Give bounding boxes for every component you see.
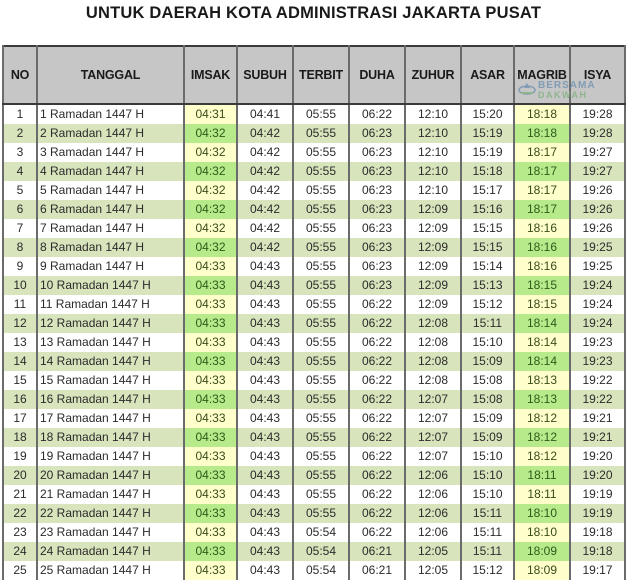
cell-terbit: 05:55 — [293, 390, 349, 409]
cell-magrib: 18:11 — [514, 485, 570, 504]
cell-zuhur: 12:10 — [405, 181, 461, 200]
cell-tanggal: 9 Ramadan 1447 H — [37, 257, 184, 276]
cell-tanggal: 17 Ramadan 1447 H — [37, 409, 184, 428]
cell-zuhur: 12:10 — [405, 124, 461, 143]
cell-asar: 15:10 — [461, 447, 514, 466]
cell-subuh: 04:42 — [237, 143, 293, 162]
cell-isya: 19:27 — [570, 143, 625, 162]
cell-duha: 06:22 — [349, 352, 405, 371]
column-header-tanggal: TANGGAL — [37, 46, 184, 104]
cell-terbit: 05:55 — [293, 428, 349, 447]
table-row — [3, 371, 625, 390]
cell-no: 10 — [3, 276, 37, 295]
cell-imsak: 04:33 — [184, 314, 237, 333]
table-row — [3, 257, 625, 276]
cell-zuhur: 12:06 — [405, 485, 461, 504]
cell-subuh: 04:43 — [237, 409, 293, 428]
table-row — [3, 466, 625, 485]
table-row — [3, 219, 625, 238]
cell-isya: 19:19 — [570, 485, 625, 504]
cell-no: 19 — [3, 447, 37, 466]
cell-imsak: 04:33 — [184, 409, 237, 428]
cell-asar: 15:10 — [461, 466, 514, 485]
cell-asar: 15:12 — [461, 295, 514, 314]
cell-magrib: 18:16 — [514, 219, 570, 238]
cell-isya: 19:18 — [570, 523, 625, 542]
cell-asar: 15:09 — [461, 409, 514, 428]
cell-terbit: 05:55 — [293, 504, 349, 523]
cell-tanggal: 24 Ramadan 1447 H — [37, 542, 184, 561]
cell-magrib: 18:14 — [514, 352, 570, 371]
watermark-text-line2: DAKWAH — [538, 90, 588, 100]
table-row — [3, 314, 625, 333]
cell-zuhur: 12:05 — [405, 542, 461, 561]
cell-imsak: 04:33 — [184, 390, 237, 409]
cell-zuhur: 12:09 — [405, 295, 461, 314]
cell-subuh: 04:43 — [237, 276, 293, 295]
cell-terbit: 05:55 — [293, 162, 349, 181]
cell-magrib: 18:17 — [514, 143, 570, 162]
cell-imsak: 04:32 — [184, 238, 237, 257]
cell-asar: 15:09 — [461, 428, 514, 447]
cell-isya: 19:19 — [570, 504, 625, 523]
cell-no: 9 — [3, 257, 37, 276]
cell-imsak: 04:32 — [184, 219, 237, 238]
cell-zuhur: 12:08 — [405, 314, 461, 333]
table-row — [3, 542, 625, 561]
cell-imsak: 04:33 — [184, 447, 237, 466]
cell-terbit: 05:55 — [293, 314, 349, 333]
cell-no: 16 — [3, 390, 37, 409]
cell-magrib: 18:09 — [514, 542, 570, 561]
cell-no: 5 — [3, 181, 37, 200]
cell-isya: 19:21 — [570, 409, 625, 428]
cell-no: 24 — [3, 542, 37, 561]
cell-imsak: 04:32 — [184, 200, 237, 219]
cell-subuh: 04:42 — [237, 124, 293, 143]
cell-isya: 19:24 — [570, 276, 625, 295]
column-header-asar: ASAR — [461, 46, 514, 104]
table-row — [3, 485, 625, 504]
cell-magrib: 18:15 — [514, 276, 570, 295]
cell-tanggal: 19 Ramadan 1447 H — [37, 447, 184, 466]
page-title: UNTUK DAERAH KOTA ADMINISTRASI JAKARTA PUSAT — [85, 4, 542, 22]
cell-tanggal: 13 Ramadan 1447 H — [37, 333, 184, 352]
cell-asar: 15:15 — [461, 238, 514, 257]
cell-magrib: 18:14 — [514, 333, 570, 352]
cell-terbit: 05:55 — [293, 276, 349, 295]
cell-duha: 06:21 — [349, 542, 405, 561]
cell-asar: 15:10 — [461, 333, 514, 352]
cell-duha: 06:22 — [349, 409, 405, 428]
cell-zuhur: 12:09 — [405, 257, 461, 276]
cell-duha: 06:23 — [349, 162, 405, 181]
table-row — [3, 523, 625, 542]
cell-duha: 06:23 — [349, 257, 405, 276]
cell-asar: 15:08 — [461, 390, 514, 409]
cell-magrib: 18:09 — [514, 561, 570, 580]
table-body — [3, 104, 625, 580]
cell-zuhur: 12:10 — [405, 104, 461, 124]
cell-isya: 19:26 — [570, 219, 625, 238]
cell-asar: 15:11 — [461, 523, 514, 542]
cell-imsak: 04:33 — [184, 352, 237, 371]
cell-magrib: 18:15 — [514, 295, 570, 314]
cell-tanggal: 6 Ramadan 1447 H — [37, 200, 184, 219]
cell-magrib: 18:18 — [514, 124, 570, 143]
cell-tanggal: 20 Ramadan 1447 H — [37, 466, 184, 485]
cell-asar: 15:12 — [461, 561, 514, 580]
table-row — [3, 181, 625, 200]
cell-no: 6 — [3, 200, 37, 219]
column-header-no: NO — [3, 46, 37, 104]
cell-terbit: 05:55 — [293, 371, 349, 390]
cell-terbit: 05:54 — [293, 523, 349, 542]
cell-isya: 19:25 — [570, 238, 625, 257]
cell-zuhur: 12:09 — [405, 200, 461, 219]
column-header-imsak: IMSAK — [184, 46, 237, 104]
cell-asar: 15:15 — [461, 219, 514, 238]
cell-zuhur: 12:06 — [405, 504, 461, 523]
cell-asar: 15:11 — [461, 314, 514, 333]
cell-duha: 06:22 — [349, 104, 405, 124]
cell-zuhur: 12:07 — [405, 409, 461, 428]
cell-duha: 06:23 — [349, 143, 405, 162]
cell-asar: 15:20 — [461, 104, 514, 124]
cell-no: 11 — [3, 295, 37, 314]
table-row — [3, 390, 625, 409]
cell-magrib: 18:13 — [514, 390, 570, 409]
cell-imsak: 04:33 — [184, 542, 237, 561]
cell-no: 25 — [3, 561, 37, 580]
cell-zuhur: 12:07 — [405, 390, 461, 409]
cell-subuh: 04:43 — [237, 485, 293, 504]
cell-isya: 19:22 — [570, 390, 625, 409]
cell-subuh: 04:43 — [237, 314, 293, 333]
cell-terbit: 05:54 — [293, 561, 349, 580]
cell-magrib: 18:12 — [514, 447, 570, 466]
cell-terbit: 05:55 — [293, 238, 349, 257]
cell-subuh: 04:42 — [237, 200, 293, 219]
cell-terbit: 05:55 — [293, 333, 349, 352]
cell-subuh: 04:43 — [237, 390, 293, 409]
cell-terbit: 05:55 — [293, 409, 349, 428]
cell-tanggal: 22 Ramadan 1447 H — [37, 504, 184, 523]
cell-duha: 06:23 — [349, 238, 405, 257]
cell-asar: 15:14 — [461, 257, 514, 276]
column-header-subuh: SUBUH — [237, 46, 293, 104]
cell-isya: 19:28 — [570, 124, 625, 143]
cell-tanggal: 21 Ramadan 1447 H — [37, 485, 184, 504]
table-row — [3, 104, 625, 124]
cell-zuhur: 12:08 — [405, 333, 461, 352]
cell-asar: 15:10 — [461, 485, 514, 504]
cell-duha: 06:21 — [349, 561, 405, 580]
table-row — [3, 295, 625, 314]
cell-zuhur: 12:10 — [405, 143, 461, 162]
cell-magrib: 18:17 — [514, 162, 570, 181]
cell-no: 22 — [3, 504, 37, 523]
table-row — [3, 409, 625, 428]
cell-tanggal: 25 Ramadan 1447 H — [37, 561, 184, 580]
cell-terbit: 05:54 — [293, 542, 349, 561]
cell-magrib: 18:18 — [514, 104, 570, 124]
cell-zuhur: 12:10 — [405, 162, 461, 181]
cell-tanggal: 10 Ramadan 1447 H — [37, 276, 184, 295]
cell-magrib: 18:17 — [514, 181, 570, 200]
cell-asar: 15:08 — [461, 371, 514, 390]
cell-terbit: 05:55 — [293, 352, 349, 371]
cell-imsak: 04:32 — [184, 124, 237, 143]
cell-subuh: 04:43 — [237, 333, 293, 352]
cell-duha: 06:23 — [349, 181, 405, 200]
prayer-schedule-table — [2, 45, 626, 580]
cell-subuh: 04:41 — [237, 104, 293, 124]
cell-isya: 19:26 — [570, 200, 625, 219]
cell-terbit: 05:55 — [293, 257, 349, 276]
cell-magrib: 18:17 — [514, 200, 570, 219]
cell-isya: 19:20 — [570, 466, 625, 485]
cell-isya: 19:27 — [570, 162, 625, 181]
cell-asar: 15:13 — [461, 276, 514, 295]
cell-tanggal: 18 Ramadan 1447 H — [37, 428, 184, 447]
cell-asar: 15:18 — [461, 162, 514, 181]
cell-terbit: 05:55 — [293, 447, 349, 466]
cell-asar: 15:09 — [461, 352, 514, 371]
cell-duha: 06:22 — [349, 390, 405, 409]
cell-duha: 06:22 — [349, 447, 405, 466]
cell-zuhur: 12:07 — [405, 428, 461, 447]
table-row — [3, 352, 625, 371]
cell-no: 20 — [3, 466, 37, 485]
cell-zuhur: 12:06 — [405, 523, 461, 542]
cell-no: 7 — [3, 219, 37, 238]
cell-zuhur: 12:08 — [405, 352, 461, 371]
cell-tanggal: 8 Ramadan 1447 H — [37, 238, 184, 257]
cell-isya: 19:17 — [570, 561, 625, 580]
cell-terbit: 05:55 — [293, 485, 349, 504]
cell-terbit: 05:55 — [293, 104, 349, 124]
cell-tanggal: 15 Ramadan 1447 H — [37, 371, 184, 390]
cell-imsak: 04:32 — [184, 162, 237, 181]
cell-subuh: 04:43 — [237, 428, 293, 447]
cell-imsak: 04:31 — [184, 104, 237, 124]
cell-asar: 15:17 — [461, 181, 514, 200]
cell-zuhur: 12:08 — [405, 371, 461, 390]
cell-imsak: 04:32 — [184, 181, 237, 200]
cell-subuh: 04:43 — [237, 542, 293, 561]
cell-subuh: 04:43 — [237, 447, 293, 466]
cell-duha: 06:23 — [349, 200, 405, 219]
table-row — [3, 124, 625, 143]
cell-asar: 15:11 — [461, 542, 514, 561]
cell-magrib: 18:11 — [514, 466, 570, 485]
cell-magrib: 18:14 — [514, 314, 570, 333]
cell-no: 8 — [3, 238, 37, 257]
table-row — [3, 447, 625, 466]
cell-magrib: 18:10 — [514, 523, 570, 542]
cell-isya: 19:24 — [570, 295, 625, 314]
cell-no: 18 — [3, 428, 37, 447]
cell-tanggal: 2 Ramadan 1447 H — [37, 124, 184, 143]
cell-isya: 19:25 — [570, 257, 625, 276]
cell-tanggal: 12 Ramadan 1447 H — [37, 314, 184, 333]
cell-duha: 06:22 — [349, 371, 405, 390]
table-row — [3, 333, 625, 352]
cell-zuhur: 12:07 — [405, 447, 461, 466]
cell-tanggal: 23 Ramadan 1447 H — [37, 523, 184, 542]
cell-magrib: 18:12 — [514, 428, 570, 447]
cell-duha: 06:22 — [349, 295, 405, 314]
cell-imsak: 04:33 — [184, 295, 237, 314]
cell-tanggal: 11 Ramadan 1447 H — [37, 295, 184, 314]
cell-imsak: 04:33 — [184, 523, 237, 542]
column-header-isya: ISYA — [570, 46, 625, 104]
cell-no: 23 — [3, 523, 37, 542]
cell-tanggal: 5 Ramadan 1447 H — [37, 181, 184, 200]
cell-isya: 19:20 — [570, 447, 625, 466]
cell-imsak: 04:32 — [184, 143, 237, 162]
cell-asar: 15:11 — [461, 504, 514, 523]
cell-no: 13 — [3, 333, 37, 352]
cell-magrib: 18:16 — [514, 257, 570, 276]
cell-isya: 19:23 — [570, 352, 625, 371]
cell-terbit: 05:55 — [293, 219, 349, 238]
cell-isya: 19:18 — [570, 542, 625, 561]
cell-asar: 15:19 — [461, 143, 514, 162]
cell-asar: 15:19 — [461, 124, 514, 143]
cell-duha: 06:22 — [349, 333, 405, 352]
cell-no: 15 — [3, 371, 37, 390]
cell-isya: 19:26 — [570, 181, 625, 200]
cell-zuhur: 12:06 — [405, 466, 461, 485]
cell-zuhur: 12:05 — [405, 561, 461, 580]
cell-no: 17 — [3, 409, 37, 428]
cell-magrib: 18:12 — [514, 409, 570, 428]
table-row — [3, 561, 625, 580]
cell-terbit: 05:55 — [293, 295, 349, 314]
cell-imsak: 04:33 — [184, 276, 237, 295]
cell-no: 1 — [3, 104, 37, 124]
cell-duha: 06:22 — [349, 428, 405, 447]
cell-zuhur: 12:09 — [405, 219, 461, 238]
table-row — [3, 504, 625, 523]
table-row — [3, 162, 625, 181]
cell-tanggal: 3 Ramadan 1447 H — [37, 143, 184, 162]
table-row — [3, 238, 625, 257]
cell-tanggal: 16 Ramadan 1447 H — [37, 390, 184, 409]
cell-imsak: 04:33 — [184, 485, 237, 504]
cell-subuh: 04:43 — [237, 371, 293, 390]
cell-imsak: 04:33 — [184, 466, 237, 485]
cell-tanggal: 4 Ramadan 1447 H — [37, 162, 184, 181]
cell-duha: 06:22 — [349, 504, 405, 523]
cell-terbit: 05:55 — [293, 200, 349, 219]
cell-imsak: 04:33 — [184, 504, 237, 523]
cell-subuh: 04:42 — [237, 219, 293, 238]
cell-subuh: 04:43 — [237, 466, 293, 485]
cell-isya: 19:22 — [570, 371, 625, 390]
cell-tanggal: 14 Ramadan 1447 H — [37, 352, 184, 371]
cell-subuh: 04:42 — [237, 181, 293, 200]
cell-imsak: 04:33 — [184, 371, 237, 390]
table-row — [3, 143, 625, 162]
cell-subuh: 04:43 — [237, 295, 293, 314]
cell-no: 2 — [3, 124, 37, 143]
cell-terbit: 05:55 — [293, 181, 349, 200]
cell-duha: 06:22 — [349, 466, 405, 485]
cell-subuh: 04:42 — [237, 238, 293, 257]
cell-duha: 06:22 — [349, 523, 405, 542]
table-header-row — [3, 46, 625, 104]
column-header-zuhur: ZUHUR — [405, 46, 461, 104]
column-header-duha: DUHA — [349, 46, 405, 104]
cell-no: 21 — [3, 485, 37, 504]
cell-isya: 19:23 — [570, 333, 625, 352]
cell-tanggal: 7 Ramadan 1447 H — [37, 219, 184, 238]
cell-magrib: 18:13 — [514, 371, 570, 390]
cell-isya: 19:24 — [570, 314, 625, 333]
cell-imsak: 04:33 — [184, 257, 237, 276]
column-header-magrib: MAGRIB — [514, 46, 570, 104]
cell-imsak: 04:33 — [184, 561, 237, 580]
column-header-terbit: TERBIT — [293, 46, 349, 104]
cell-duha: 06:23 — [349, 124, 405, 143]
cell-magrib: 18:10 — [514, 504, 570, 523]
cell-duha: 06:22 — [349, 314, 405, 333]
table-row — [3, 200, 625, 219]
cell-subuh: 04:43 — [237, 504, 293, 523]
cell-subuh: 04:43 — [237, 561, 293, 580]
cell-zuhur: 12:09 — [405, 238, 461, 257]
cell-zuhur: 12:09 — [405, 276, 461, 295]
cell-isya: 19:21 — [570, 428, 625, 447]
cell-duha: 06:23 — [349, 219, 405, 238]
cell-duha: 06:22 — [349, 485, 405, 504]
cell-subuh: 04:43 — [237, 523, 293, 542]
cell-subuh: 04:42 — [237, 162, 293, 181]
cell-terbit: 05:55 — [293, 466, 349, 485]
cell-no: 4 — [3, 162, 37, 181]
cell-subuh: 04:43 — [237, 257, 293, 276]
table-row — [3, 428, 625, 447]
cell-imsak: 04:33 — [184, 428, 237, 447]
cell-duha: 06:23 — [349, 276, 405, 295]
cell-imsak: 04:33 — [184, 333, 237, 352]
cell-terbit: 05:55 — [293, 143, 349, 162]
cell-no: 3 — [3, 143, 37, 162]
cell-tanggal: 1 Ramadan 1447 H — [37, 104, 184, 124]
cell-terbit: 05:55 — [293, 124, 349, 143]
table-row — [3, 276, 625, 295]
watermark-text-line1: BERSAMA — [538, 80, 596, 91]
cell-isya: 19:28 — [570, 104, 625, 124]
cell-no: 12 — [3, 314, 37, 333]
cell-asar: 15:16 — [461, 200, 514, 219]
cell-magrib: 18:16 — [514, 238, 570, 257]
cell-subuh: 04:43 — [237, 352, 293, 371]
cell-no: 14 — [3, 352, 37, 371]
